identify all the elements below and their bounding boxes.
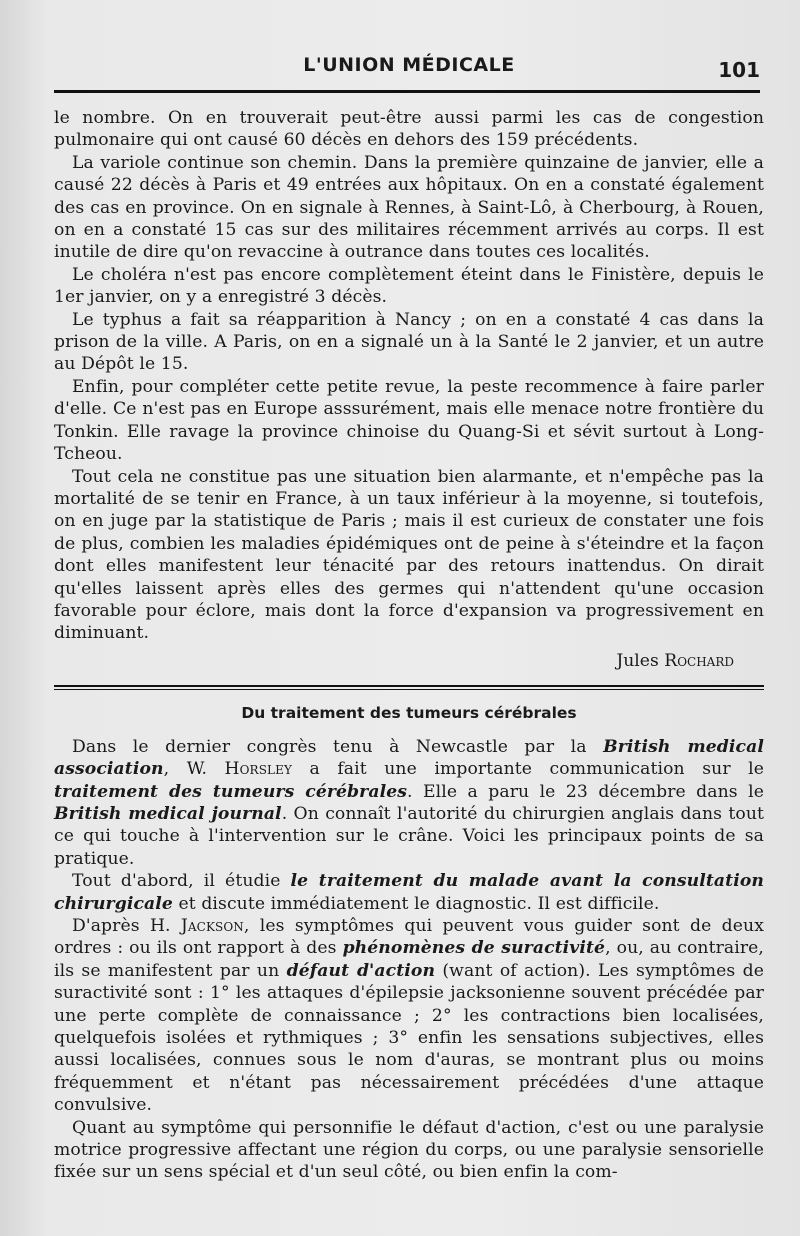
header-rule [54,90,760,93]
section-divider [54,685,764,690]
paragraph: Enfin, pour compléter cette petite revue, la peste recommence à faire parler d'elle. Ce n'est pas en Europe asssurément, mais elle menace notre frontière du Tonkin. Elle ravage la province chinoise du Quang-Si et sévit surtout à Long-Tcheou. [54,376,764,465]
paragraph: D'après H. Jackson, les symptômes qui peuvent vous guider sont de deux ordres : ou ils ont rapport à des phénomènes de suractivité, ou, au contraire, ils se manifestent par un défaut d'action (want of action). Les symptômes de suractivité sont : 1° les attaques d'épilepsie jacksonienne souvent précédée par une perte complète de connaissance ; 2° les contractions bien localisées, quelquefois isolées et rythmiques ; 3° enfin les sensations subjectives, elles aussi localisées, connues sous le nom d'auras, se montrant plus ou moins fréquemment et n'étant pas nécessairement précédées d'une attaque convulsive. [54,916,765,1116]
signature-last-name: Rochard [664,650,734,671]
paragraph: Dans le dernier congrès tenu à Newcastle par la British medical association, W. Horsley a fait une importante communication sur le traitement des tumeurs cérébrales. Elle a paru le 23 décembre dans le British medical journal. On connaît l'autorité du chirurgien anglais dans tout ce qui touche à l'intervention sur le crâne. Voici les principaux points de sa pratique. [54,736,765,869]
author-name: Horsley [224,759,292,780]
paragraph: Le choléra n'est pas encore complètement éteint dans le Finistère, depuis le 1er janvier, on y a enregistré 3 décès. [54,264,764,308]
paragraph: La variole continue son chemin. Dans la première quinzaine de janvier, elle a causé 22 décès à Paris et 49 entrées aux hôpitaux. On en a constaté également des cas en province. On en signale à Rennes, à Saint-Lô, à Cherbourg, à Rouen, on en a constaté 15 cas sur des militaires récemment arrivés au corps. Il est inutile de dire qu'on revaccine à outrance dans toutes ces localités. [54,152,764,263]
page-number: 101 [718,58,760,82]
running-header [54,52,764,88]
journal-name: British medical association [54,736,764,780]
author-name: Jackson [180,916,244,936]
signature-first-name: Jules [616,650,659,671]
paragraph: Le typhus a fait sa réapparition à Nancy ; on en a constaté 4 cas dans la prison de la ville. A Paris, on en a signalé un à la Santé le 2 janvier, et un autre au Dépôt le 15. [54,309,764,375]
paragraph: Quant au symptôme qui personnifie le défaut d'action, c'est ou une paralysie motrice progressive affectant une région du corps, ou une paralysie sensorielle fixée sur un sens spécial et d'un seul côté, ou bien enfin la com- [54,1117,764,1183]
journal-title: L'UNION MÉDICALE [303,54,515,76]
paragraph: Tout cela ne constitue pas une situation bien alarmante, et n'empêche pas la mortalité de se tenir en France, à un taux inférieur à la moyenne, si toutefois, on en juge par la statistique de Paris ; mais il est curieux de constater une fois de plus, combien les maladies épidémiques ont de peine à s'éteindre et la façon dont elles manifestent leur ténacité par des retours inattendus. On dirait qu'elles laissent après elles des germes qui n'attendent qu'une occasion favorable pour éclore, mais dont la force d'expansion va progressivement en diminuant. [54,466,764,644]
article-title: Du traitement des tumeurs cérébrales [241,703,577,722]
author-signature [54,649,764,673]
paragraph: Tout d'abord, il étudie le traitement du malade avant la consultation chirurgicale et discute immédiatement le diagnostic. Il est difficile. [54,871,764,914]
paragraph: le nombre. On en trouverait peut-être aussi parmi les cas de congestion pulmonaire qui ont causé 60 décès en dehors des 159 précédents. [54,108,764,151]
article-tumeurs [54,736,764,1184]
article-chronicle [54,107,764,673]
